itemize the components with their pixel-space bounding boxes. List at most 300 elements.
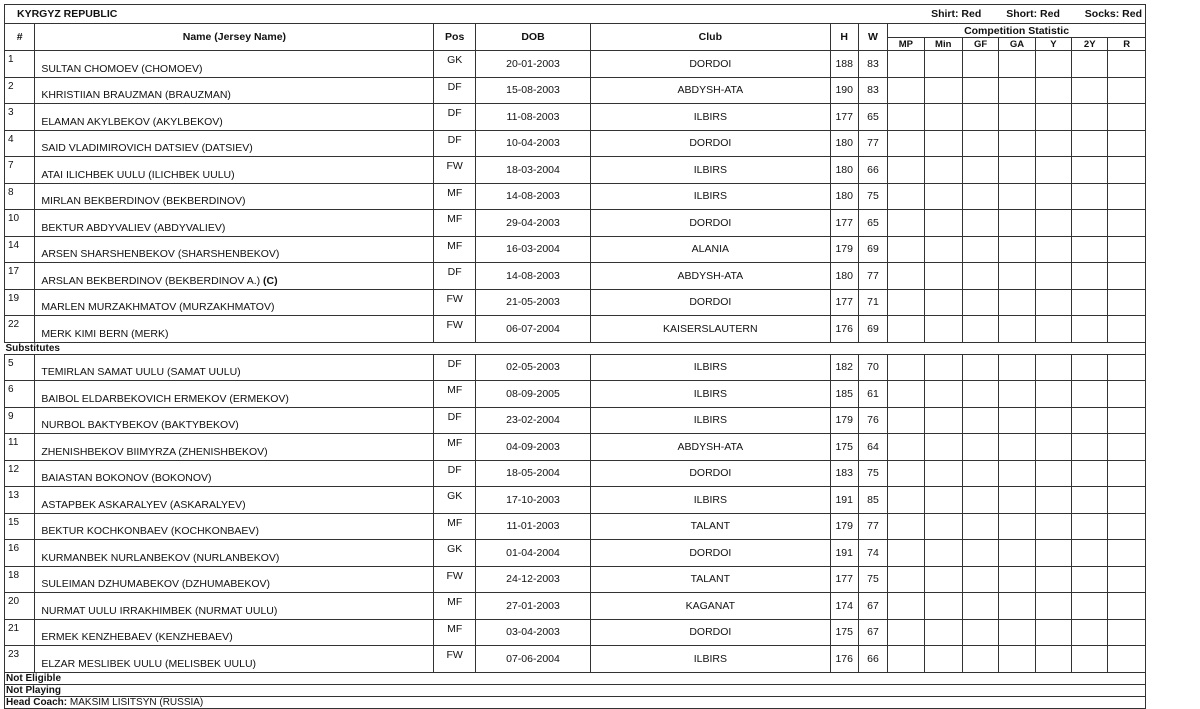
- not-eligible-text: Not Eligible: [6, 672, 61, 684]
- player-dob: 23-02-2004: [475, 407, 590, 434]
- stat-cell: [1108, 593, 1146, 620]
- player-dob: 01-04-2004: [475, 540, 590, 567]
- stat-cell: [1108, 381, 1146, 408]
- stat-cell: [1072, 157, 1108, 184]
- player-dob: 20-01-2003: [475, 51, 590, 78]
- player-name: [35, 619, 434, 646]
- stat-cell: [962, 487, 998, 514]
- player-name-text: ASTAPBEK ASKARALYEV (ASKARALYEV): [41, 498, 246, 511]
- header-stat-2y: 2Y: [1072, 38, 1108, 51]
- stat-cell: [924, 407, 962, 434]
- player-weight: 76: [858, 407, 887, 434]
- player-name-text: SULTAN CHOMOEV (CHOMOEV): [41, 62, 203, 75]
- stat-cell: [962, 513, 998, 540]
- player-club: ILBIRS: [591, 157, 830, 184]
- stat-cell: [924, 289, 962, 316]
- player-height: 179: [830, 513, 858, 540]
- header-position: Pos: [434, 24, 475, 51]
- player-weight: 74: [858, 540, 887, 567]
- stat-cell: [962, 434, 998, 461]
- stat-cell: [962, 566, 998, 593]
- player-row: [5, 77, 1146, 104]
- roster-table: [4, 4, 1146, 709]
- player-weight: 67: [858, 593, 887, 620]
- player-club: ABDYSH-ATA: [591, 77, 830, 104]
- stat-cell: [1035, 407, 1071, 434]
- stat-cell: [924, 566, 962, 593]
- stat-cell: [999, 593, 1035, 620]
- player-weight: 75: [858, 566, 887, 593]
- stat-cell: [962, 316, 998, 343]
- head-coach-name: MAKSIM LISITSYN (RUSSIA): [69, 696, 204, 708]
- not-eligible-label: [5, 672, 1146, 684]
- player-weight: 83: [858, 51, 887, 78]
- player-dob: 08-09-2005: [475, 381, 590, 408]
- stat-cell: [888, 460, 924, 487]
- stat-cell: [962, 77, 998, 104]
- stat-cell: [1035, 51, 1071, 78]
- stat-cell: [1072, 289, 1108, 316]
- player-name: [35, 407, 434, 434]
- player-club: TALANT: [591, 513, 830, 540]
- player-name-text: KURMANBEK NURLANBEKOV (NURLANBEKOV): [41, 551, 280, 564]
- player-dob: 16-03-2004: [475, 236, 590, 263]
- stat-cell: [1035, 566, 1071, 593]
- header-number: #: [5, 24, 35, 51]
- player-row: [5, 157, 1146, 184]
- player-dob: 11-01-2003: [475, 513, 590, 540]
- player-name-text: BAIBOL ELDARBEKOVICH ERMEKOV (ERMEKOV): [41, 392, 289, 405]
- stat-cell: [924, 381, 962, 408]
- player-name: [35, 289, 434, 316]
- player-name-text: MERK KIMI BERN (MERK): [41, 327, 169, 340]
- player-dob: 14-08-2003: [475, 183, 590, 210]
- stat-cell: [1072, 540, 1108, 567]
- player-weight: 77: [858, 513, 887, 540]
- stat-cell: [1108, 77, 1146, 104]
- player-name: [35, 77, 434, 104]
- stat-cell: [888, 51, 924, 78]
- stat-cell: [1072, 354, 1108, 381]
- player-weight: 85: [858, 487, 887, 514]
- stat-cell: [1035, 289, 1071, 316]
- player-height: 177: [830, 289, 858, 316]
- player-number: 23: [5, 646, 35, 673]
- player-name: [35, 381, 434, 408]
- player-weight: 75: [858, 183, 887, 210]
- header-stat-mp: MP: [888, 38, 924, 51]
- stat-cell: [1035, 130, 1071, 157]
- player-row: [5, 540, 1146, 567]
- player-position: MF: [434, 210, 475, 237]
- player-height: 180: [830, 263, 858, 290]
- stat-cell: [999, 263, 1035, 290]
- stat-cell: [1072, 104, 1108, 131]
- player-name: [35, 210, 434, 237]
- player-name-text: BEKTUR KOCHKONBAEV (KOCHKONBAEV): [41, 525, 259, 537]
- player-row: [5, 354, 1146, 381]
- player-dob: 17-10-2003: [475, 487, 590, 514]
- stat-cell: [1108, 407, 1146, 434]
- player-name: [35, 316, 434, 343]
- stat-cell: [962, 157, 998, 184]
- player-position: FW: [434, 566, 475, 593]
- player-name-text: BAIASTAN BOKONOV (BOKONOV): [41, 472, 212, 484]
- player-name: [35, 434, 434, 461]
- player-row: [5, 381, 1146, 408]
- stat-cell: [999, 513, 1035, 540]
- player-name-text: ATAI ILICHBEK UULU (ILICHBEK UULU): [41, 168, 235, 181]
- player-dob: 24-12-2003: [475, 566, 590, 593]
- player-row: [5, 460, 1146, 487]
- header-stat-gf: GF: [962, 38, 998, 51]
- player-number: 8: [5, 183, 35, 210]
- stat-cell: [1108, 51, 1146, 78]
- player-position: GK: [434, 540, 475, 567]
- stat-cell: [999, 77, 1035, 104]
- player-height: 180: [830, 183, 858, 210]
- stat-cell: [1035, 487, 1071, 514]
- header-row: [5, 24, 1146, 38]
- player-position: DF: [434, 354, 475, 381]
- player-row: [5, 104, 1146, 131]
- player-weight: 77: [858, 263, 887, 290]
- stat-cell: [962, 210, 998, 237]
- player-height: 177: [830, 566, 858, 593]
- player-club: TALANT: [591, 566, 830, 593]
- stat-cell: [1072, 51, 1108, 78]
- stat-cell: [999, 540, 1035, 567]
- short-color: Red: [1040, 8, 1060, 20]
- not-playing-row: [5, 684, 1146, 696]
- player-height: 188: [830, 51, 858, 78]
- player-dob: 27-01-2003: [475, 593, 590, 620]
- stat-cell: [888, 566, 924, 593]
- stat-cell: [962, 354, 998, 381]
- player-number: 21: [5, 619, 35, 646]
- player-row: [5, 183, 1146, 210]
- player-club: DORDOI: [591, 460, 830, 487]
- player-weight: 61: [858, 381, 887, 408]
- stat-cell: [999, 619, 1035, 646]
- player-row: [5, 434, 1146, 461]
- player-dob: 07-06-2004: [475, 646, 590, 673]
- player-position: FW: [434, 646, 475, 673]
- stat-cell: [1072, 460, 1108, 487]
- player-position: MF: [434, 236, 475, 263]
- team-title-row: [5, 5, 1146, 24]
- stat-cell: [924, 104, 962, 131]
- player-row: [5, 210, 1146, 237]
- player-weight: 71: [858, 289, 887, 316]
- header-stat-min: Min: [924, 38, 962, 51]
- stat-cell: [1035, 157, 1071, 184]
- player-height: 191: [830, 487, 858, 514]
- player-position: FW: [434, 316, 475, 343]
- player-club: DORDOI: [591, 210, 830, 237]
- stat-cell: [888, 646, 924, 673]
- player-dob: 03-04-2003: [475, 619, 590, 646]
- player-height: 185: [830, 381, 858, 408]
- player-row: [5, 487, 1146, 514]
- stat-cell: [924, 183, 962, 210]
- header-competition-statistic: Competition Statistic: [888, 24, 1146, 38]
- stat-cell: [962, 619, 998, 646]
- player-number: 17: [5, 263, 35, 290]
- stat-cell: [999, 316, 1035, 343]
- header-dob: DOB: [475, 24, 590, 51]
- stat-cell: [1108, 487, 1146, 514]
- stat-cell: [888, 354, 924, 381]
- stat-cell: [1072, 316, 1108, 343]
- player-weight: 69: [858, 316, 887, 343]
- stat-cell: [888, 619, 924, 646]
- stat-cell: [1108, 646, 1146, 673]
- stat-cell: [1035, 210, 1071, 237]
- player-position: GK: [434, 51, 475, 78]
- player-row: [5, 130, 1146, 157]
- header-height: H: [830, 24, 858, 51]
- player-weight: 75: [858, 460, 887, 487]
- header-stat-r: R: [1108, 38, 1146, 51]
- player-club: DORDOI: [591, 540, 830, 567]
- stat-cell: [999, 130, 1035, 157]
- stat-cell: [999, 210, 1035, 237]
- player-club: DORDOI: [591, 289, 830, 316]
- player-row: [5, 513, 1146, 540]
- stat-cell: [1108, 183, 1146, 210]
- player-height: 179: [830, 407, 858, 434]
- stat-cell: [962, 236, 998, 263]
- player-number: 15: [5, 513, 35, 540]
- player-row: [5, 646, 1146, 673]
- stat-cell: [962, 51, 998, 78]
- player-position: DF: [434, 130, 475, 157]
- player-name: [35, 157, 434, 184]
- shirt-label: Shirt:: [931, 8, 959, 20]
- short-label: Short:: [1006, 8, 1038, 20]
- player-club: ILBIRS: [591, 354, 830, 381]
- stat-cell: [888, 593, 924, 620]
- player-name-text: ARSLAN BEKBERDINOV (BEKBERDINOV A.): [41, 274, 261, 287]
- stat-cell: [962, 381, 998, 408]
- player-position: DF: [434, 407, 475, 434]
- player-dob: 15-08-2003: [475, 77, 590, 104]
- player-number: 4: [5, 130, 35, 157]
- player-name: [35, 130, 434, 157]
- stat-cell: [1035, 460, 1071, 487]
- stat-cell: [1035, 263, 1071, 290]
- player-weight: 65: [858, 210, 887, 237]
- stat-cell: [999, 460, 1035, 487]
- player-dob: 21-05-2003: [475, 289, 590, 316]
- player-club: ILBIRS: [591, 407, 830, 434]
- player-name-text: MIRLAN BEKBERDINOV (BEKBERDINOV): [41, 195, 246, 207]
- player-name-text: BEKTUR ABDYVALIEV (ABDYVALIEV): [41, 221, 226, 234]
- stat-cell: [1108, 434, 1146, 461]
- stat-cell: [1035, 183, 1071, 210]
- stat-cell: [999, 104, 1035, 131]
- stat-cell: [1072, 434, 1108, 461]
- player-club: ILBIRS: [591, 381, 830, 408]
- stat-cell: [999, 289, 1035, 316]
- stat-cell: [1072, 593, 1108, 620]
- stat-cell: [962, 183, 998, 210]
- stat-cell: [1108, 157, 1146, 184]
- player-row: [5, 593, 1146, 620]
- head-coach-row: [5, 696, 1146, 708]
- player-height: 190: [830, 77, 858, 104]
- player-row: [5, 619, 1146, 646]
- player-height: 180: [830, 130, 858, 157]
- stat-cell: [1072, 513, 1108, 540]
- header-name: Name (Jersey Name): [35, 24, 434, 51]
- stat-cell: [924, 619, 962, 646]
- player-name-text: ERMEK KENZHEBAEV (KENZHEBAEV): [41, 631, 233, 643]
- player-row: [5, 289, 1146, 316]
- player-club: DORDOI: [591, 51, 830, 78]
- stat-cell: [1108, 460, 1146, 487]
- stat-cell: [999, 434, 1035, 461]
- stat-cell: [888, 130, 924, 157]
- player-number: 6: [5, 381, 35, 408]
- stat-cell: [999, 157, 1035, 184]
- stat-cell: [999, 381, 1035, 408]
- player-number: 16: [5, 540, 35, 567]
- stat-cell: [1108, 316, 1146, 343]
- player-row: [5, 236, 1146, 263]
- stat-cell: [1072, 236, 1108, 263]
- stat-cell: [888, 407, 924, 434]
- player-number: 20: [5, 593, 35, 620]
- stat-cell: [1035, 236, 1071, 263]
- stat-cell: [962, 460, 998, 487]
- player-weight: 67: [858, 619, 887, 646]
- socks-color: Red: [1122, 8, 1142, 20]
- player-number: 7: [5, 157, 35, 184]
- player-club: KAISERSLAUTERN: [591, 316, 830, 343]
- stat-cell: [924, 593, 962, 620]
- stat-cell: [924, 316, 962, 343]
- stat-cell: [1035, 619, 1071, 646]
- not-playing-label: [5, 684, 1146, 696]
- stat-cell: [962, 540, 998, 567]
- stat-cell: [1108, 236, 1146, 263]
- player-name: [35, 51, 434, 78]
- player-club: DORDOI: [591, 619, 830, 646]
- stat-cell: [1035, 434, 1071, 461]
- stat-cell: [1108, 210, 1146, 237]
- stat-cell: [1108, 566, 1146, 593]
- player-weight: 66: [858, 646, 887, 673]
- stat-cell: [1108, 354, 1146, 381]
- player-position: MF: [434, 183, 475, 210]
- stat-cell: [1108, 513, 1146, 540]
- player-position: MF: [434, 434, 475, 461]
- stat-cell: [1035, 540, 1071, 567]
- stat-cell: [888, 513, 924, 540]
- team-sheet: [4, 4, 1146, 709]
- team-name: KYRGYZ REPUBLIC: [5, 5, 888, 24]
- stat-cell: [1072, 263, 1108, 290]
- player-club: ILBIRS: [591, 104, 830, 131]
- stat-cell: [1108, 540, 1146, 567]
- player-name: [35, 354, 434, 381]
- player-position: MF: [434, 381, 475, 408]
- player-name-text: NURBOL BAKTYBEKOV (BAKTYBEKOV): [41, 419, 239, 431]
- stat-cell: [888, 183, 924, 210]
- player-position: MF: [434, 513, 475, 540]
- stat-cell: [1035, 104, 1071, 131]
- player-height: 174: [830, 593, 858, 620]
- player-number: 5: [5, 354, 35, 381]
- stat-cell: [999, 354, 1035, 381]
- player-number: 13: [5, 487, 35, 514]
- stat-cell: [962, 646, 998, 673]
- player-position: DF: [434, 77, 475, 104]
- player-name-text: TEMIRLAN SAMAT UULU (SAMAT UULU): [41, 366, 241, 378]
- stat-cell: [1072, 183, 1108, 210]
- player-position: FW: [434, 289, 475, 316]
- stat-cell: [1072, 210, 1108, 237]
- player-name-text: ARSEN SHARSHENBEKOV (SHARSHENBEKOV): [41, 248, 280, 260]
- player-weight: 69: [858, 236, 887, 263]
- stat-cell: [962, 263, 998, 290]
- player-club: ALANIA: [591, 236, 830, 263]
- player-height: 179: [830, 236, 858, 263]
- player-weight: 65: [858, 104, 887, 131]
- player-weight: 66: [858, 157, 887, 184]
- stat-cell: [1072, 77, 1108, 104]
- player-name: [35, 593, 434, 620]
- player-number: 1: [5, 51, 35, 78]
- player-number: 12: [5, 460, 35, 487]
- stat-cell: [924, 487, 962, 514]
- player-name: [35, 540, 434, 567]
- player-height: 191: [830, 540, 858, 567]
- player-name-text: MARLEN MURZAKHMATOV (MURZAKHMATOV): [41, 301, 275, 313]
- player-name: [35, 487, 434, 514]
- stat-cell: [924, 513, 962, 540]
- stat-cell: [924, 354, 962, 381]
- player-dob: 10-04-2003: [475, 130, 590, 157]
- stat-cell: [1072, 646, 1108, 673]
- stat-cell: [962, 593, 998, 620]
- player-name: [35, 460, 434, 487]
- player-number: 19: [5, 289, 35, 316]
- stat-cell: [1108, 263, 1146, 290]
- player-dob: 18-03-2004: [475, 157, 590, 184]
- player-name: [35, 566, 434, 593]
- stat-cell: [1072, 619, 1108, 646]
- stat-cell: [888, 236, 924, 263]
- stat-cell: [999, 487, 1035, 514]
- stat-cell: [888, 263, 924, 290]
- stat-cell: [888, 540, 924, 567]
- player-height: 182: [830, 354, 858, 381]
- player-dob: 11-08-2003: [475, 104, 590, 131]
- stat-cell: [962, 104, 998, 131]
- kit-colors: [888, 5, 1146, 24]
- player-dob: 29-04-2003: [475, 210, 590, 237]
- stat-cell: [999, 646, 1035, 673]
- stat-cell: [924, 130, 962, 157]
- player-position: MF: [434, 593, 475, 620]
- substitutes-label: Substitutes: [5, 342, 1146, 354]
- stat-cell: [924, 460, 962, 487]
- head-coach-label: Head Coach:: [6, 696, 68, 708]
- player-number: 3: [5, 104, 35, 131]
